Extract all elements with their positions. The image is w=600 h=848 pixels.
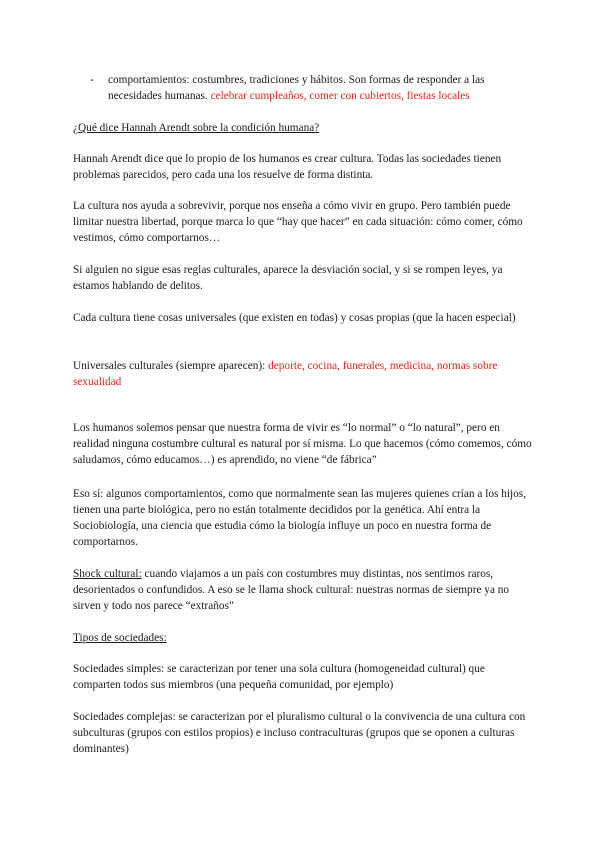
- universales-label: Universales culturales (siempre aparecen):: [73, 360, 266, 372]
- paragraph-lo-normal: Los humanos solemos pensar que nuestra forma de vivir es “lo normal” o “lo natural”, pero en realidad ninguna costumbre cultural es natural por sí misma. Lo que hacemos (cómo comemos, cómo saludamos, cómo educamos…) es aprendido, no viene “de fábrica”: [73, 422, 532, 466]
- paragraph-sociedades-complejas: Sociedades complejas: se caracterizan por el pluralismo cultural o la convivencia de una cultura con subculturas (grupos con estilos propios) e incluso contraculturas (grupos que se oponen a culturas dominantes): [73, 711, 526, 755]
- paragraph-arendt: Hannah Arendt dice que lo propio de los humanos es crear cultura. Todas las sociedades tienen problemas parecidos, pero cada una los resuelve de forma distinta.: [73, 153, 502, 181]
- paragraph-cultura: La cultura nos ayuda a sobrevivir, porque nos enseña a cómo vivir en grupo. Pero también puede limitar nuestra libertad, porque marca lo que “hay que hacer” en cada situación: cómo comer, cómo vestimos, cómo comportarnos…: [73, 200, 523, 244]
- bullet-marker: -: [90, 74, 94, 86]
- paragraph-universales-culturales: [73, 358, 535, 390]
- shock-term: Shock cultural:: [73, 568, 142, 580]
- universales-examples: deporte, cocina, funerales, medicina, normas sobre sexualidad: [73, 360, 498, 388]
- bullet-examples: celebrar cumpleaños, comer con cubiertos, fiestas locales: [210, 90, 470, 102]
- shock-text: cuando viajamos a un país con costumbres muy distintas, nos sentimos raros, desorientados o confundidos. A eso se le llama shock cultural: nuestras normas de siempre ya no sirven y todo nos parece “extraños”: [73, 568, 510, 612]
- paragraph-sociobiologia: Eso sí: algunos comportamientos, como que normalmente sean las mujeres quienes crían a los hijos, tienen una parte biológica, pero no están totalmente decididos por la genética. Ahí entra la Sociobiología, una ciencia que estudia cómo la biología influye un poco en nuestra forma de comportarnos.: [73, 488, 527, 548]
- bullet-text: comportamientos: costumbres, tradiciones y hábitos. Son formas de responder a las necesidades humanas.: [108, 74, 485, 102]
- paragraph-desviacion: Si alguien no sigue esas reglas culturales, aparece la desviación social, y si se rompen leyes, ya estamos hablando de delitos.: [73, 264, 503, 292]
- paragraph-universales: Cada cultura tiene cosas universales (que existen en todas) y cosas propias (que la hacen especial): [73, 312, 516, 324]
- heading-tipos-sociedades: Tipos de sociedades:: [73, 632, 167, 644]
- heading-arendt: ¿Qué dice Hannah Arendt sobre la condición humana?: [73, 122, 320, 134]
- paragraph-shock-cultural: [73, 566, 535, 614]
- bullet-item-comportamientos: [108, 72, 538, 104]
- paragraph-sociedades-simples: Sociedades simples: se caracterizan por tener una sola cultura (homogeneidad cultural) que comparten todos sus miembros (una pequeña comunidad, por ejemplo): [73, 663, 485, 691]
